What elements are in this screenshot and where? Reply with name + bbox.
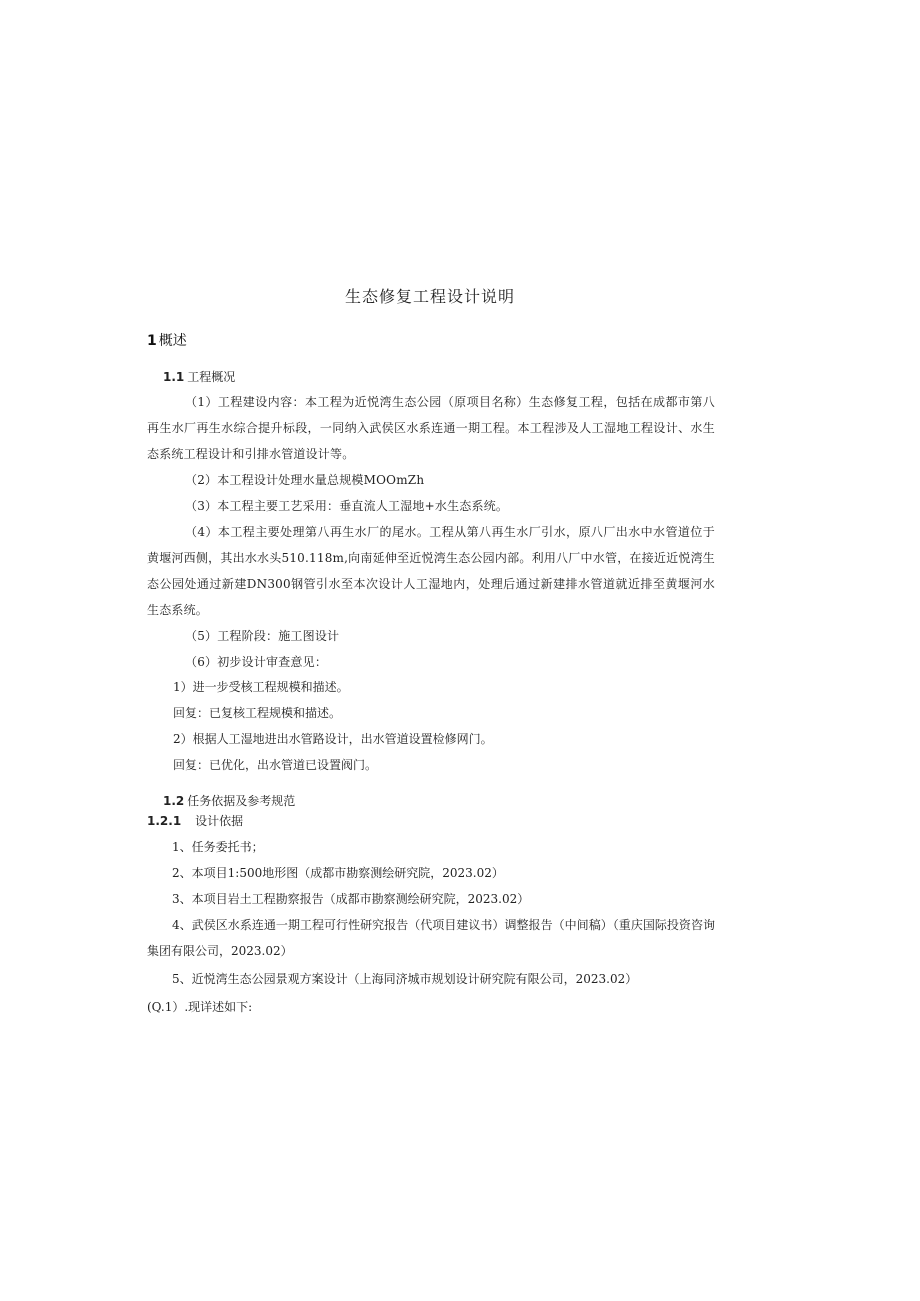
reference-item-4: 4、武侯区水系连通一期工程可行性研究报告（代项目建议书）调整报告（中间稿）（重庆国际投资咨询集团有限公司，2023.02） <box>147 918 715 958</box>
document-title: 生态修复工程设计说明 <box>344 287 515 306</box>
reference-item-1: 1、任务委托书； <box>172 840 264 854</box>
reference-item-5: 5、近悦湾生态公园景观方案设计（上海同济城市规划设计研究院有限公司，2023.02） <box>172 972 638 986</box>
paragraph-item-1: （1）工程建设内容：本工程为近悦湾生态公园（原项目名称）生态修复工程，包括在成都市第八再生水厂再生水综合提升标段，一同纳入武侯区水系连通一期工程。本工程涉及人工湿地工程设计、水生态系统工程设计和引排水管道设计等。 <box>147 395 715 461</box>
reference-item-3: 3、本项目岩土工程勘察报告（成都市勘察测绘研究院，2023.02） <box>172 892 530 906</box>
section-1-2-1-heading <box>147 812 243 829</box>
paragraph-item-3: （3）本工程主要工艺采用：垂直流人工湿地+水生态系统。 <box>185 499 509 513</box>
closing-note: (Q.1）.现详述如下: <box>147 1000 253 1014</box>
section-number: 1.2.1 <box>147 814 182 828</box>
review-comment-1: 1）进一步受核工程规模和描述。 <box>173 680 349 694</box>
section-1-1-heading <box>163 368 235 385</box>
paragraph-item-5: （5）工程阶段：施工图设计 <box>185 629 340 643</box>
section-number: 1 <box>147 333 157 349</box>
section-title: 工程概况 <box>187 370 236 384</box>
section-1-heading <box>147 330 187 350</box>
section-title: 任务依据及参考规范 <box>187 794 296 808</box>
paragraph-item-4: （4）本工程主要处理第八再生水厂的尾水。工程从第八再生水厂引水，原八厂出水中水管道位于黄堰河西侧，其出水水头510.118m,向南延伸至近悦湾生态公园内部。利用八厂中水管，在接近近悦湾生态公园处通过新建DN300钢管引水至本次设计人工湿地内，处理后通过新建排水管道就近排至黄堰河水生态系统。 <box>147 525 715 617</box>
review-reply-2: 回复：已优化，出水管道已设置阀门。 <box>173 758 378 772</box>
paragraph-item-2: （2）本工程设计处理水量总规模MOOmZh <box>185 473 425 487</box>
reference-item-2: 2、本项目1:500地形图（成都市勘察测绘研究院，2023.02） <box>172 866 504 880</box>
section-title: 概述 <box>158 333 187 349</box>
section-title: 设计依据 <box>195 814 244 828</box>
section-number: 1.2 <box>163 794 185 808</box>
review-comment-2: 2）根据人工湿地进出水管路设计，出水管道设置检修网门。 <box>173 732 493 746</box>
review-reply-1: 回复：已复核工程规模和描述。 <box>173 706 342 720</box>
paragraph-item-6: （6）初步设计审查意见： <box>185 655 328 669</box>
section-1-2-heading <box>163 792 295 809</box>
section-number: 1.1 <box>163 370 185 384</box>
